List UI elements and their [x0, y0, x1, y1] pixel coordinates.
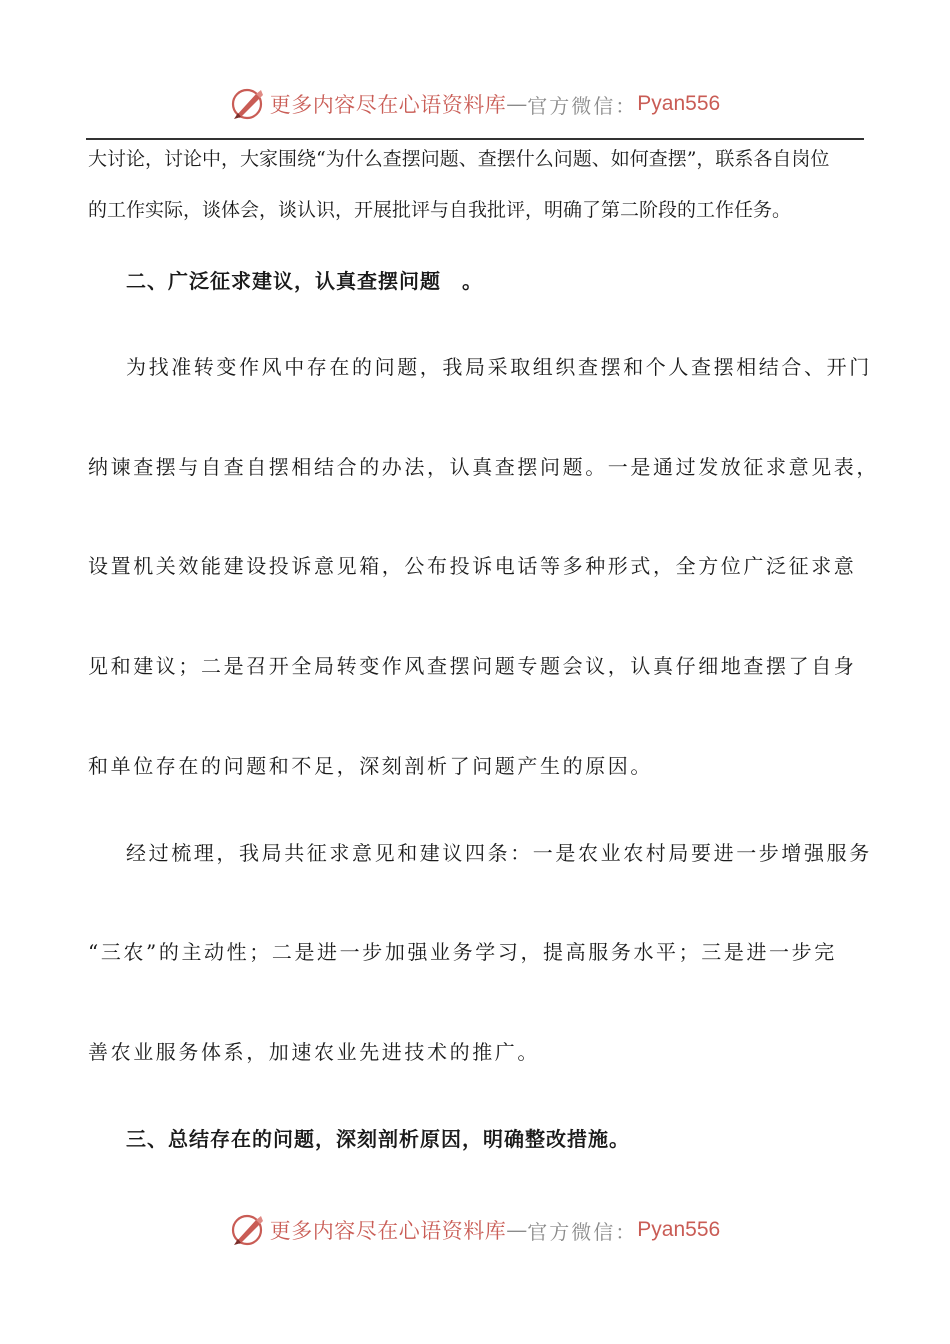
paragraph-line: 善农业服务体系，加速农业先进技术的推广。	[88, 1040, 540, 1064]
text-line: 大讨论，讨论中，大家围绕“为什么查摆问题、查摆什么问题、如何查摆”，联系各自岗位	[88, 148, 830, 170]
paragraph-line: “三农”的主动性；二是进一步加强业务学习，提高服务水平；三是进一步完	[88, 940, 837, 964]
text-line: 的工作实际，谈体会，谈认识，开展批评与自我批评，明确了第二阶段的工作任务。	[88, 199, 792, 221]
footer-banner	[0, 1208, 950, 1252]
banner-wechat-id: Pyan556	[637, 1218, 721, 1241]
paragraph-line: 经过梳理，我局共征求意见和建议四条：一是农业农村局要进一步增强服务	[126, 841, 872, 865]
banner-label: 官方微信：	[527, 93, 638, 118]
section-heading-2: 二、广泛征求建议，认真查摆问题 。	[126, 269, 483, 293]
pen-logo-icon	[230, 86, 266, 122]
banner-brand: 更多内容尽在心语资料库	[269, 93, 507, 117]
banner-dash: —	[506, 1218, 528, 1242]
header-banner	[0, 82, 950, 126]
banner-wechat-id: Pyan556	[637, 92, 721, 115]
header-divider	[86, 138, 864, 140]
banner-brand: 更多内容尽在心语资料库	[269, 1219, 507, 1243]
paragraph-line: 为找准转变作风中存在的问题，我局采取组织查摆和个人查摆相结合、开门	[126, 355, 872, 379]
paragraph-line: 纳谏查摆与自查自摆相结合的办法，认真查摆问题。一是通过发放征求意见表，	[88, 455, 879, 479]
section-heading-3: 三、总结存在的问题，深刻剖析原因，明确整改措施。	[126, 1127, 630, 1151]
banner-dash: —	[506, 92, 528, 116]
paragraph-line: 和单位存在的问题和不足，深刻剖析了问题产生的原因。	[88, 754, 653, 778]
paragraph-line: 设置机关效能建设投诉意见箱，公布投诉电话等多种形式，全方位广泛征求意	[88, 554, 857, 578]
pen-logo-icon	[230, 1212, 266, 1248]
paragraph-line: 见和建议；二是召开全局转变作风查摆问题专题会议，认真仔细地查摆了自身	[88, 654, 857, 678]
banner-label: 官方微信：	[527, 1219, 638, 1244]
